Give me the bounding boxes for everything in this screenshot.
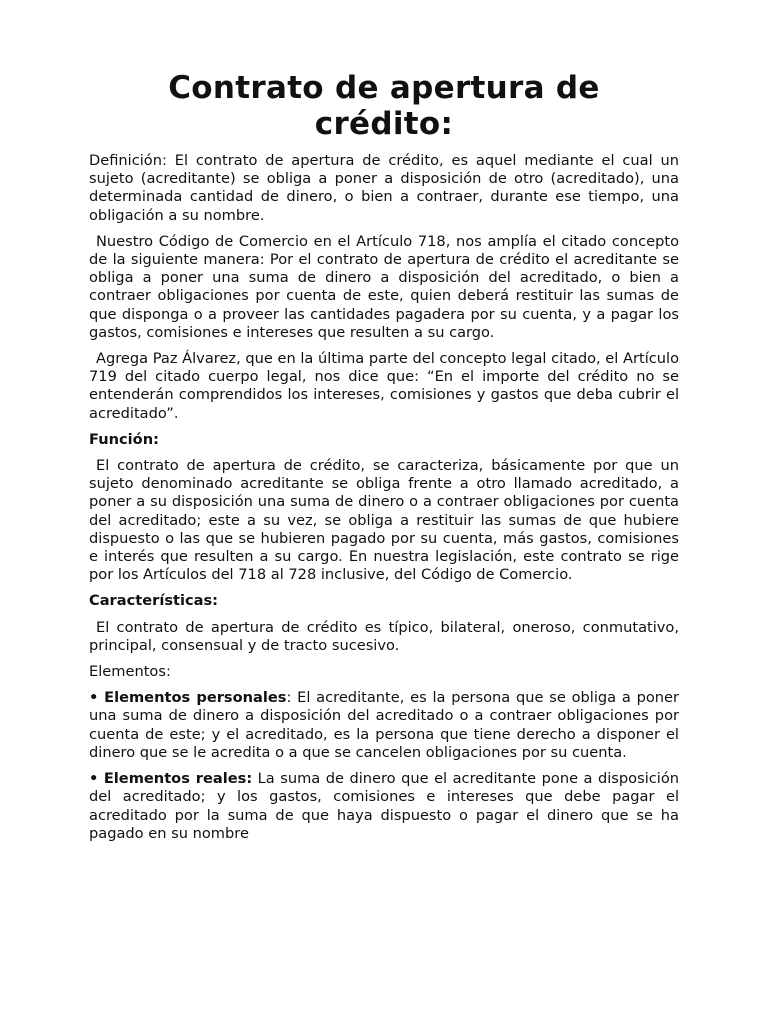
elementos-personales-text: : El acreditante, es la persona que se obliga a poner una suma de dinero a disposición del acreditado o a contraer obligaciones por cuenta de este; y el acreditado, es la persona que tiene derecho a disponer el dinero que se le acredita o a que se cancelen obligaciones por su cuenta. (89, 689, 679, 761)
agrega-paragraph: Agrega Paz Álvarez, que en la última parte del concepto legal citado, el Artículo 719 del citado cuerpo legal, nos dice que: “En el importe del crédito no se entenderán comprendidos los intereses, comisiones y gastos que deba cubrir el acreditado”. (89, 350, 679, 422)
elementos-reales-label: Elementos reales: (103, 770, 253, 788)
elementos-personales-label: Elementos personales (104, 689, 287, 707)
elementos-reales-item (89, 770, 679, 843)
elementos-personales-item (89, 689, 679, 762)
funcion-paragraph: El contrato de apertura de crédito, se caracteriza, básicamente por que un sujeto denominado acreditante se obliga frente a otro llamado acreditado, a poner a su disposición una suma de dinero o a contraer obligaciones por cuenta del acreditado; este a su vez, se obliga a restituir las sumas de que hubiere dispuesto o las que se hubieren pagado por su cuenta, más gastos, comisiones e interés que resulten a su cargo. En nuestra legislación, este contrato se rige por los Artículos del 718 al 728 inclusive, del Código de Comercio. (89, 457, 679, 584)
bullet-icon: • (89, 770, 99, 788)
codigo-paragraph: Nuestro Código de Comercio en el Artículo 718, nos amplía el citado concepto de la siguiente manera: Por el contrato de apertura de crédito el acreditante se obliga a poner una suma de dinero a disposición del acreditado, o bien a contraer obligaciones por cuenta de este, quien deberá restituir las sumas de que disponga o a proveer las cantidades pagadera por su cuenta, y a pagar los gastos, comisiones e intereses que resulten a su cargo. (89, 232, 679, 341)
caracteristicas-paragraph: El contrato de apertura de crédito es típico, bilateral, oneroso, conmutativo, principal, consensual y de tracto sucesivo. (89, 618, 679, 654)
funcion-heading: Función: (89, 430, 159, 448)
page-title: Contrato de apertura de crédito: (168, 70, 600, 142)
elementos-heading: Elementos: (89, 663, 171, 681)
caracteristicas-heading: Características: (89, 592, 219, 610)
bullet-icon: • (89, 689, 99, 707)
elementos-reales-text: La suma de dinero que el acreditante pone a disposición del acreditado; y los gastos, comisiones e intereses que debe pagar el acreditado por la suma de que haya dispuesto o pagar el dinero que se ha pagado en su nombre (89, 770, 680, 842)
definition-paragraph: Definición: El contrato de apertura de crédito, es aquel mediante el cual un sujeto (acreditante) se obliga a poner a disposición de otro (acreditado), una determinada cantidad de dinero, o bien a contraer, durante ese tiempo, una obligación a su nombre. (89, 152, 679, 224)
